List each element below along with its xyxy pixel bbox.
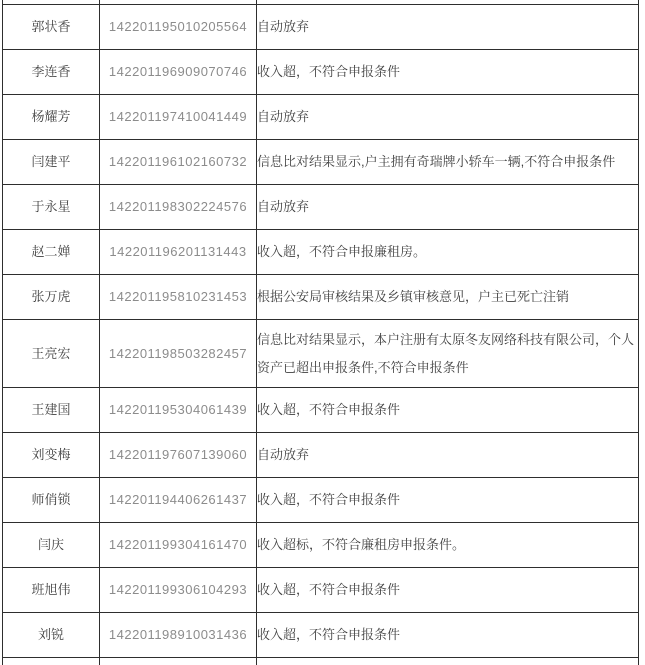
table-row (3, 320, 639, 388)
cell-reason: 自动放弃 (257, 5, 639, 50)
cell-name: 王亮宏 (3, 320, 100, 388)
cell-reason: 收入超标，不符合廉租房申报条件。 (257, 523, 639, 568)
cell-id-number: 142201198503282457 (100, 320, 257, 388)
table-row (3, 275, 639, 320)
cell-id-number: 142201197607139060 (100, 433, 257, 478)
cell-reason: 收入超，不符合申报条件 (257, 388, 639, 433)
cell-reason: 根据公安局审核结果及乡镇审核意见，户主已死亡注销 (257, 275, 639, 320)
table-row (3, 230, 639, 275)
cell-reason: 收入超，不符合申报条件 (257, 613, 639, 658)
cell-reason: 收入超，不符合申报条件 (257, 568, 639, 613)
cell-name: 师俏锁 (3, 478, 100, 523)
cell-reason: 自动放弃 (257, 95, 639, 140)
cell-reason: 收入超，不符合申报条件 (257, 478, 639, 523)
cell-name: 班旭伟 (3, 568, 100, 613)
cell-reason: 信息比对结果显示,户主拥有奇瑞牌小轿车一辆,不符合申报条件 (257, 140, 639, 185)
cell-reason: 收入超，不符合申报条件 (257, 50, 639, 95)
table-row (3, 613, 639, 658)
cell-name: 张万虎 (3, 275, 100, 320)
cell-name: 刘锐 (3, 613, 100, 658)
records-tbody (3, 0, 639, 665)
cell-id-number: 142201198910031436 (100, 613, 257, 658)
cell-name: 闫庆 (3, 523, 100, 568)
cell-id-number: 142201197410041449 (100, 95, 257, 140)
cell-id-number: 142201195010205564 (100, 5, 257, 50)
cell-id-number: 142201195810231453 (100, 275, 257, 320)
cell-id-number: 142201198302224576 (100, 185, 257, 230)
cell-id-number: 142201199306104293 (100, 568, 257, 613)
cell-id-number: 142201196909070746 (100, 50, 257, 95)
cell-name: 刘变梅 (3, 433, 100, 478)
cell-reason: 收入超，不符合申报廉租房。 (257, 230, 639, 275)
cell-name: 李连香 (3, 50, 100, 95)
cell-name: 于永星 (3, 185, 100, 230)
cell-id-number: 142201195304061439 (100, 388, 257, 433)
table-row (3, 523, 639, 568)
cell-id-number: 142201194406261437 (100, 478, 257, 523)
table-row (3, 140, 639, 185)
cell-id-number: 142201196201131443 (100, 230, 257, 275)
cell-reason (257, 658, 639, 665)
cell-name (3, 658, 100, 665)
cell-reason: 自动放弃 (257, 433, 639, 478)
table-row (3, 185, 639, 230)
table-row (3, 388, 639, 433)
cell-name: 郭状香 (3, 5, 100, 50)
table-row (3, 95, 639, 140)
cell-reason: 信息比对结果显示，本户注册有太原冬友网络科技有限公司，个人资产已超出申报条件,不符合申报条件 (257, 320, 639, 388)
cell-id-number: 142201196102160732 (100, 140, 257, 185)
cell-name: 王建国 (3, 388, 100, 433)
table-row (3, 568, 639, 613)
table-row (3, 50, 639, 95)
table-row (3, 478, 639, 523)
cell-name: 闫建平 (3, 140, 100, 185)
cell-name: 杨耀芳 (3, 95, 100, 140)
table-row (3, 433, 639, 478)
cell-id-number: 142201199304161470 (100, 523, 257, 568)
partial-row-bottom (3, 658, 639, 665)
cell-name: 赵二婵 (3, 230, 100, 275)
records-table (2, 0, 639, 665)
cell-reason: 自动放弃 (257, 185, 639, 230)
table-row (3, 5, 639, 50)
cell-id-number (100, 658, 257, 665)
